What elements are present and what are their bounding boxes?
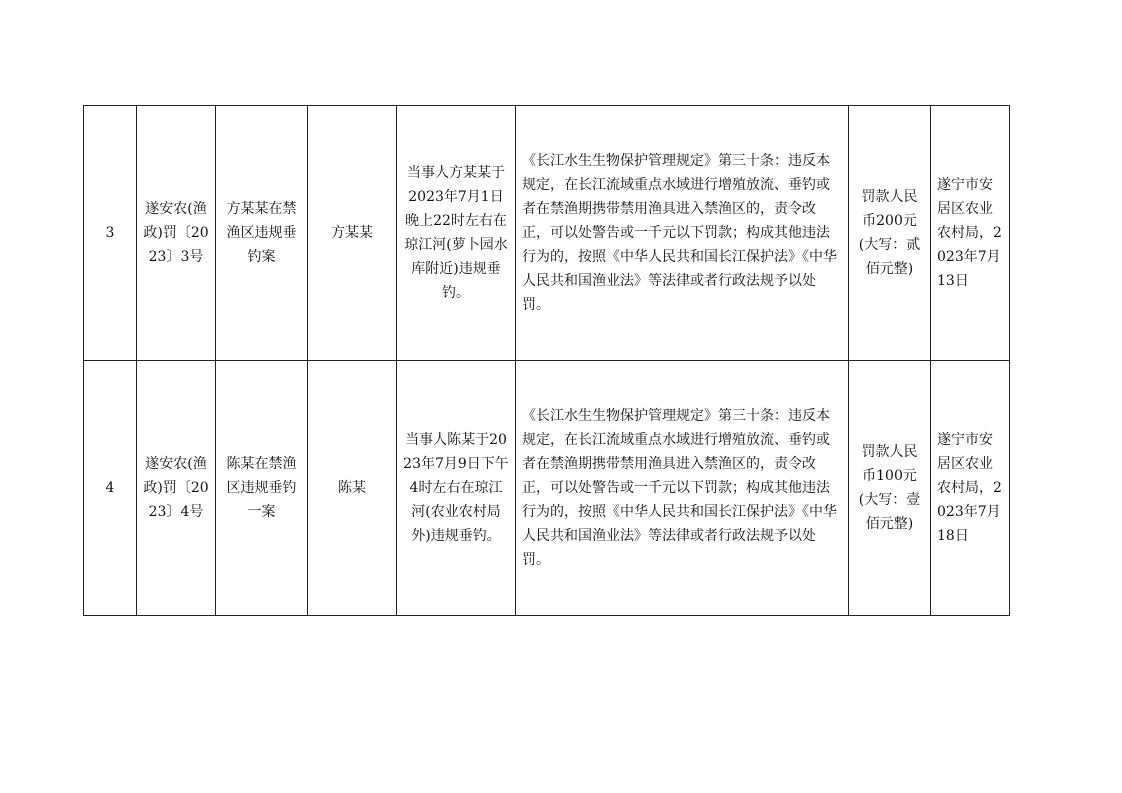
case-name: 陈某在禁渔区违规垂钓一案 <box>216 361 308 616</box>
case-name: 方某某在禁渔区违规垂钓案 <box>216 106 308 361</box>
party-name: 陈某 <box>308 361 397 616</box>
table-row <box>84 106 1010 361</box>
violation-facts: 当事人陈某于2023年7月9日下午4时左右在琼江河(农业农村局外)违规垂钓。 <box>397 361 516 616</box>
document-number: 遂安农(渔政)罚〔2023〕3号 <box>137 106 216 361</box>
legal-basis: 《长江水生生物保护管理规定》第三十条：违反本规定，在长江流域重点水域进行增殖放流、垂钓或者在禁渔期携带禁用渔具进入禁渔区的，责令改正，可以处警告或一千元以下罚款；构成其他违法行为的，按照《中华人民共和国长江保护法》《中华人民共和国渔业法》等法律或者行政法规予以处罚。 <box>516 106 849 361</box>
violation-facts: 当事人方某某于2023年7月1日晚上22时左右在琼江河(萝卜园水库附近)违规垂钓。 <box>397 106 516 361</box>
document-number: 遂安农(渔政)罚〔2023〕4号 <box>137 361 216 616</box>
authority-and-date: 遂宁市安居区农业农村局，2023年7月18日 <box>931 361 1010 616</box>
penalty-amount: 罚款人民币200元(大写：贰佰元整) <box>849 106 931 361</box>
row-index: 3 <box>84 106 137 361</box>
legal-basis: 《长江水生生物保护管理规定》第三十条：违反本规定，在长江流域重点水域进行增殖放流、垂钓或者在禁渔期携带禁用渔具进入禁渔区的，责令改正，可以处警告或一千元以下罚款；构成其他违法行为的，按照《中华人民共和国长江保护法》《中华人民共和国渔业法》等法律或者行政法规予以处罚。 <box>516 361 849 616</box>
party-name: 方某某 <box>308 106 397 361</box>
authority-and-date: 遂宁市安居区农业农村局，2023年7月13日 <box>931 106 1010 361</box>
penalty-records-table <box>83 105 1010 616</box>
penalty-amount: 罚款人民币100元(大写：壹佰元整) <box>849 361 931 616</box>
table-row <box>84 361 1010 616</box>
row-index: 4 <box>84 361 137 616</box>
